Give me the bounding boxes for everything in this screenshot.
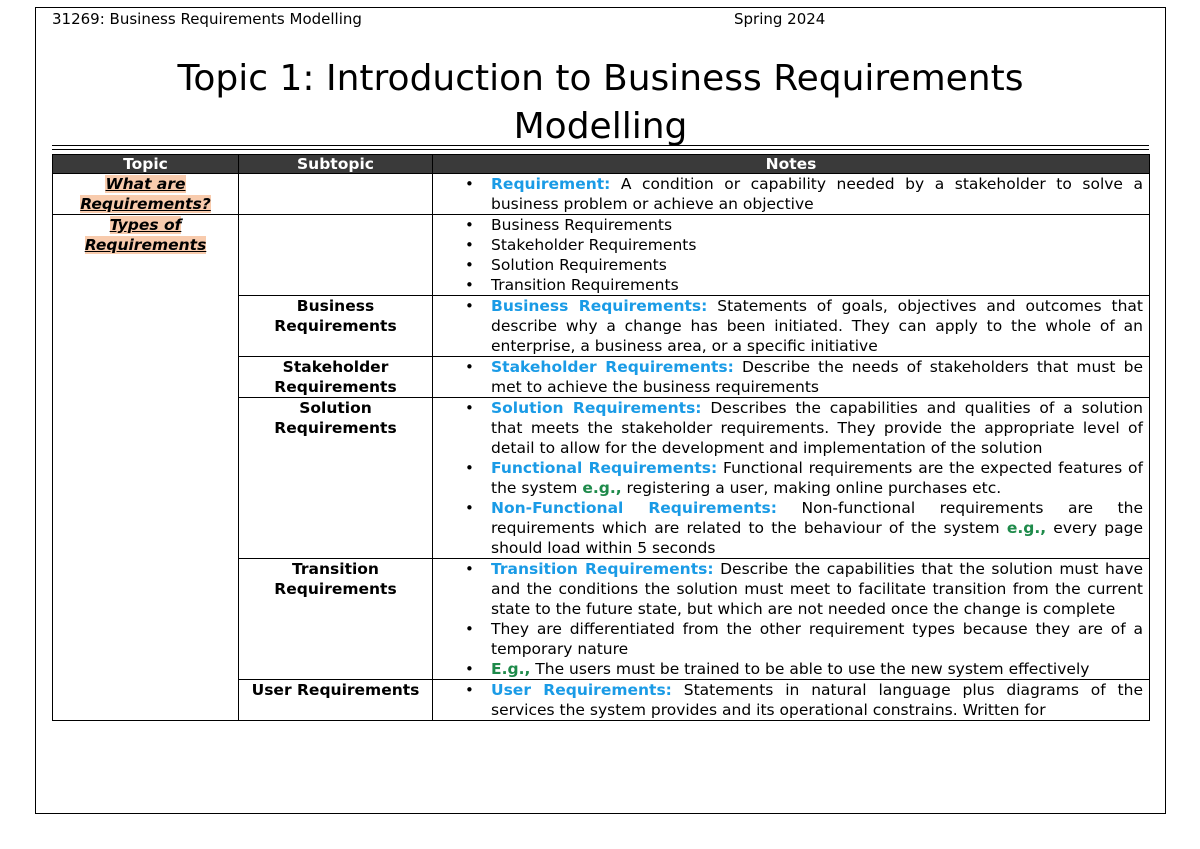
column-header-topic: Topic [53, 155, 239, 174]
note-item [433, 296, 1143, 356]
notes-cell [433, 559, 1150, 680]
notes-cell [433, 680, 1150, 721]
subtopic-cell: Stakeholder Requirements [239, 357, 433, 398]
note-text: registering a user, making online purchases etc. [621, 479, 1002, 497]
page-title [36, 55, 1165, 151]
note-item [433, 680, 1143, 720]
topic-cell [53, 174, 239, 215]
notes-cell [433, 174, 1150, 215]
note-item: • Transition Requirements [433, 275, 1143, 295]
note-keyword: Business Requirements: [491, 297, 708, 315]
note-keyword: Stakeholder Requirements: [491, 358, 734, 376]
term-label: Spring 2024 [734, 10, 826, 28]
subtopic-cell: Solution Requirements [239, 398, 433, 559]
note-item [433, 559, 1143, 619]
document-page [35, 7, 1166, 814]
note-text: Statements of goals, objectives and outcomes that describe why a change has been initiated. They can apply to the whole of an enterprise, a business area, or a specific initiative [491, 297, 1143, 355]
table-header-row [53, 155, 1150, 174]
note-item [433, 357, 1143, 397]
note-item: • Solution Requirements [433, 255, 1143, 275]
note-item: • Business Requirements [433, 215, 1143, 235]
note-text: Functional requirements are the expected features of the system [491, 459, 1143, 497]
course-name: 31269: Business Requirements Modelling [52, 10, 362, 28]
note-text: Describe the capabilities that the solution must have and the conditions the solution must meet to facilitate transition from the current state to the future state, but which are not needed once the change is complete [491, 560, 1143, 618]
note-item [433, 398, 1143, 458]
notes-cell [433, 296, 1150, 357]
note-text: A condition or capability needed by a stakeholder to solve a business problem or achieve an objective [491, 175, 1143, 213]
note-text: every page should load within 5 seconds [491, 519, 1143, 557]
table-row [53, 215, 1150, 296]
note-keyword: User Requirements: [491, 681, 672, 699]
note-keyword: Transition Requirements: [491, 560, 714, 578]
example-marker: e.g., [1006, 519, 1047, 537]
note-item [433, 498, 1143, 558]
note-keyword: Solution Requirements: [491, 399, 702, 417]
example-marker: E.g., [491, 660, 531, 678]
note-text: Describe the needs of stakeholders that must be met to achieve the business requirements [491, 358, 1143, 396]
notes-table [52, 154, 1150, 721]
title-divider [52, 145, 1149, 146]
subtopic-cell: Business Requirements [239, 296, 433, 357]
title-line-2: Modelling [513, 106, 688, 147]
note-item [433, 659, 1143, 679]
column-header-subtopic: Subtopic [239, 155, 433, 174]
note-text: The users must be trained to be able to use the new system effectively [530, 660, 1090, 678]
note-text: Statements in natural language plus diagrams of the services the system provides and its operational constrains. Written for [491, 681, 1143, 719]
column-header-notes: Notes [433, 155, 1150, 174]
note-text: Describes the capabilities and qualities of a solution that meets the stakeholder requirements. They provide the appropriate level of detail to allow for the development and implementation of the solution [491, 399, 1143, 457]
example-marker: e.g., [582, 479, 622, 497]
note-item: • Stakeholder Requirements [433, 235, 1143, 255]
notes-cell [433, 215, 1150, 296]
subtopic-cell [239, 174, 433, 215]
topic-link-types-of-requirements[interactable]: Types of Requirements [84, 216, 207, 254]
note-keyword: Requirement: [491, 175, 611, 193]
note-item: • They are differentiated from the other requirement types because they are of a temporary nature [433, 619, 1143, 659]
note-item [433, 174, 1143, 214]
note-text: Non-functional requirements are the requirements which are related to the behaviour of the system [491, 499, 1143, 537]
notes-cell [433, 357, 1150, 398]
note-keyword: Non-Functional Requirements: [491, 499, 777, 517]
subtopic-cell: User Requirements [239, 680, 433, 721]
note-keyword: Functional Requirements: [491, 459, 718, 477]
title-divider-secondary [52, 149, 1149, 150]
topic-link-what-are-requirements[interactable]: What are Requirements? [80, 175, 211, 213]
subtopic-cell: Transition Requirements [239, 559, 433, 680]
note-item [433, 458, 1143, 498]
notes-cell [433, 398, 1150, 559]
table-row [53, 174, 1150, 215]
subtopic-cell [239, 215, 433, 296]
title-line-1: Topic 1: Introduction to Business Requirements [177, 58, 1024, 99]
topic-cell [53, 215, 239, 721]
